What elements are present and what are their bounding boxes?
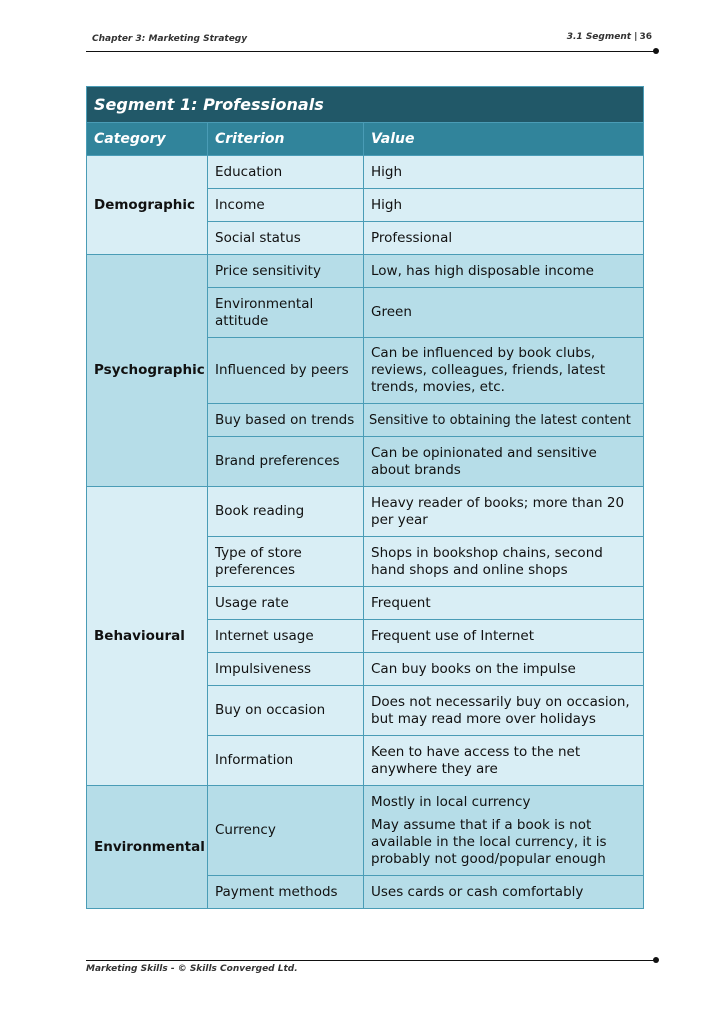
criterion-cell: Currency xyxy=(208,786,364,876)
category-cell: Environmental xyxy=(87,786,208,909)
value-text: May assume that if a book is not available in the local currency, it is probably not good/popular enough xyxy=(371,816,607,867)
value-cell xyxy=(364,786,644,876)
footer-text: Marketing Skills - © Skills Converged Ltd. xyxy=(86,964,298,974)
segment-table xyxy=(86,86,644,909)
value-cell: Green xyxy=(364,288,644,338)
criterion-cell: Price sensitivity xyxy=(208,255,364,288)
value-cell: Can buy books on the impulse xyxy=(364,653,644,686)
value-text: Mostly in local currency xyxy=(371,793,531,810)
table-row xyxy=(87,786,644,876)
criterion-cell: Information xyxy=(208,736,364,786)
value-cell: Sensitive to obtaining the latest content xyxy=(364,404,644,437)
criterion-cell: Usage rate xyxy=(208,587,364,620)
col-header-category: Category xyxy=(87,123,208,156)
criterion-cell: Payment methods xyxy=(208,876,364,909)
col-header-criterion: Criterion xyxy=(208,123,364,156)
table-row xyxy=(87,156,644,189)
table-row xyxy=(87,487,644,537)
table-title: Segment 1: Professionals xyxy=(87,87,644,123)
value-cell: Shops in bookshop chains, second hand shops and online shops xyxy=(364,537,644,587)
footer-rule xyxy=(86,960,655,961)
criterion-cell: Brand preferences xyxy=(208,437,364,487)
header-chapter: Chapter 3: Marketing Strategy xyxy=(92,34,248,44)
value-cell: High xyxy=(364,189,644,222)
criterion-cell: Internet usage xyxy=(208,620,364,653)
criterion-cell: Social status xyxy=(208,222,364,255)
value-cell: Professional xyxy=(364,222,644,255)
value-cell: Can be opinionated and sensitive about brands xyxy=(364,437,644,487)
value-cell: Heavy reader of books; more than 20 per year xyxy=(364,487,644,537)
value-cell: Low, has high disposable income xyxy=(364,255,644,288)
header-rule-dot xyxy=(653,48,659,54)
criterion-cell: Book reading xyxy=(208,487,364,537)
header-section xyxy=(567,32,652,42)
header-rule xyxy=(86,51,655,52)
criterion-cell: Type of store preferences xyxy=(208,537,364,587)
value-cell: Does not necessarily buy on occasion, but may read more over holidays xyxy=(364,686,644,736)
criterion-cell: Education xyxy=(208,156,364,189)
value-cell: Can be influenced by book clubs, reviews, colleagues, friends, latest trends, movies, etc. xyxy=(364,338,644,404)
criterion-cell: Buy based on trends xyxy=(208,404,364,437)
header-section-label: 3.1 Segment | xyxy=(566,32,638,42)
criterion-cell: Buy on occasion xyxy=(208,686,364,736)
category-cell: Demographic xyxy=(87,156,208,255)
value-cell: Uses cards or cash comfortably xyxy=(364,876,644,909)
criterion-cell: Environmental attitude xyxy=(208,288,364,338)
criterion-cell: Income xyxy=(208,189,364,222)
value-cell: Keen to have access to the net anywhere they are xyxy=(364,736,644,786)
value-cell: High xyxy=(364,156,644,189)
category-cell: Behavioural xyxy=(87,487,208,786)
value-cell: Frequent xyxy=(364,587,644,620)
page-number: 36 xyxy=(639,32,652,42)
table-row xyxy=(87,255,644,288)
value-cell: Frequent use of Internet xyxy=(364,620,644,653)
category-cell: Psychographic xyxy=(87,255,208,487)
col-header-value: Value xyxy=(364,123,644,156)
criterion-cell: Influenced by peers xyxy=(208,338,364,404)
criterion-cell: Impulsiveness xyxy=(208,653,364,686)
